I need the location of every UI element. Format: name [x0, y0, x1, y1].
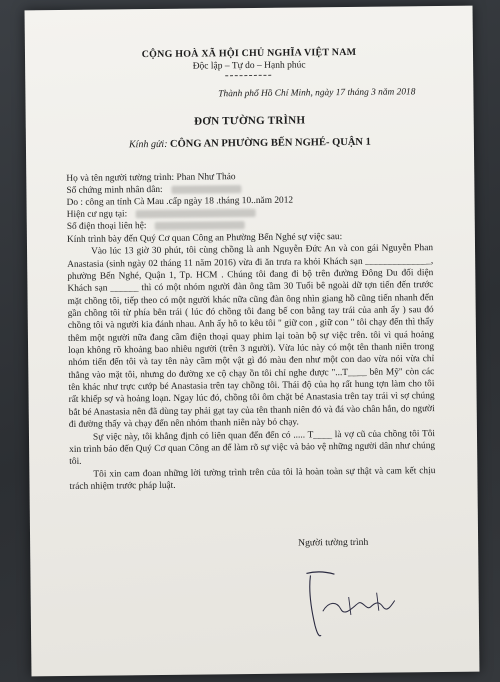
place-date-line: Thành phố Hồ Chí Minh, ngày 17 tháng 3 năm 2018 [218, 87, 416, 100]
field-id-label: Số chứng minh nhân dân: [66, 184, 163, 196]
signature-label: Người tường trình [298, 536, 369, 549]
recipient-prefix: Kính gửi: [128, 138, 168, 151]
statement-paragraph-3: Tôi xin cam đoan những lời tường trình trên của tôi là hoàn toàn sự thật và cam kết chịu trách nhiệm trước pháp luật. [69, 465, 436, 492]
motto-divider [225, 75, 271, 76]
field-phone [67, 219, 245, 233]
recipient-line [26, 136, 474, 153]
statement-paragraph-2: Sự việc này, tôi khẳng định có liên quan đến đến có ..... T____ là vợ cũ của chồng tôi Tôi xin trình báo đến Quý Cơ quan Công an để làm rõ sự việc và bảo vệ những người dân như chúng tôi. [69, 428, 436, 468]
field-residence-label: Hiện cư ngụ tại: [66, 209, 128, 220]
field-phone-label: Số điện thoại liên hệ: [66, 221, 147, 232]
field-name: Họ và tên người tường trình: Phan Như Thảo [66, 172, 236, 184]
national-title: CỘNG HOÀ XÃ HỘI CHỦ NGHĨA VIỆT NAM [141, 46, 357, 61]
field-issued: Do : công an tỉnh Cà Mau .cấp ngày 18 .tháng 10..năm 2012 [66, 195, 294, 208]
statement-body [67, 230, 436, 493]
redacted-id [171, 185, 241, 194]
statement-intro: Kính trình bày đến Quý Cơ quan Công an Phường Bến Nghé sự việc sau: [66, 232, 343, 245]
national-motto: Độc lập – Tự do – Hạnh phúc [192, 60, 306, 72]
redacted-phone [155, 221, 245, 230]
statement-paragraph-1: Vào lúc 13 giờ 30 phút, tôi cùng chồng là anh Nguyễn Đức An và con gái Nguyễn Phan Anastasia (sinh ngày 02 tháng 11 năm 2016) vừa đi ăn trưa ra khỏi Khách sạn ______________, phường Bến Nghé, Quận 1, Tp. HCM . Chúng tôi đang đi bộ trên đường Đông Du đối diện Khách sạn ______ thì có một nhóm người đàn ông tầm 30 Tuổi bê ngoài dữ tợn tiến đến trước mặt chồng tôi, tiếp theo có một người khác nữa cũng đàn ông nhìn giang hồ cũng tiến nhanh đến gần chồng tôi từ phía bên trái ( lúc đó chồng tôi đang bế con bằng tay trái của anh ấy ) sau đó chồng tôi và người kia đánh nhau. Anh ấy hô to kêu tôi " giữ con , giữ con " tôi chạy đến thì thấy thêm một người nữa đang cầm điện thoại quay phim lại toàn bộ sự việc trên. tôi vì quá hoảng loạn không rõ khoảng bao nhiêu người (trên 3 người). Vừa lúc này có một tên thanh niên trong nhóm tiến đến tôi và tay tên này cầm một vật gì đó màu đen như một con dao vừa nói vừa chỉ thẳng vào mặt tôi, nhưng do đường xe cộ chạy ồn tôi chỉ nghe được "...T____ bên Mỹ" còn các tên khác như trực cướp bé Anastasia trên tay chồng tôi. Thái độ của họ rất hung tợn làm cho tôi rất khiếp sợ và hoảng loạn. Ngay lúc đó, chồng tôi ôm chặt bé Anastasia trên tay trái vì sợ chúng bắt bé Anastasia nên đã dùng tay phải gạt tay của tên thanh niên đó và đá vào chân hắn, do người đi đường thấy và chạy đến nên nhóm thanh niên này bỏ chạy. [67, 243, 435, 431]
document-page [25, 6, 480, 677]
redacted-address [136, 209, 256, 218]
handwritten-signature [300, 566, 401, 641]
document-title: ĐƠN TƯỜNG TRÌNH [193, 114, 306, 128]
recipient-name: CÔNG AN PHƯỜNG BẾN NGHÉ- QUẬN 1 [169, 136, 371, 150]
